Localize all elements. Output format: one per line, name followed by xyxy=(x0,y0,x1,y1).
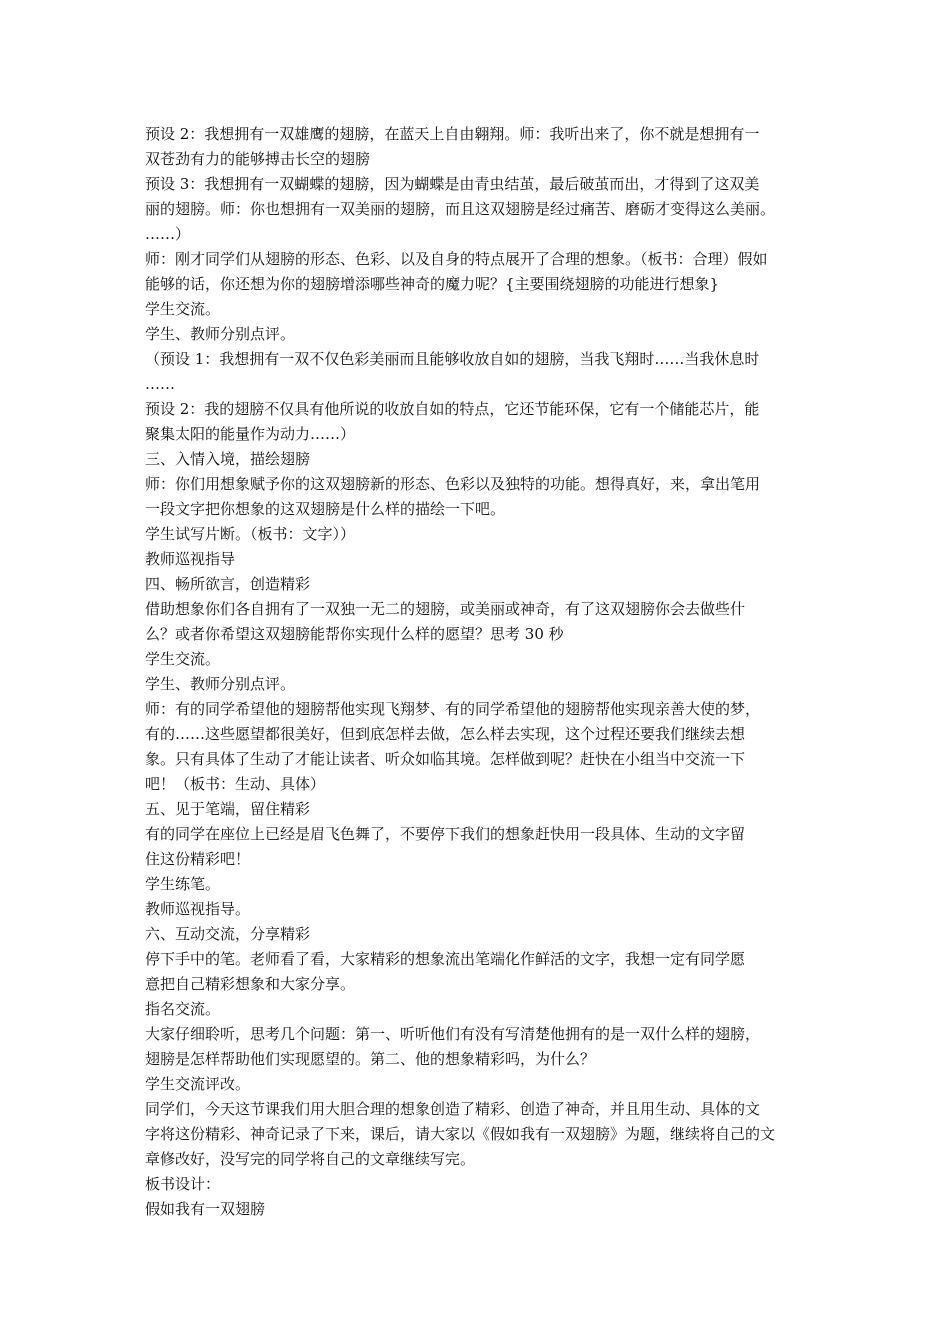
text-line: 能够的话，你还想为你的翅膀增添哪些神奇的魔力呢？{主要围绕翅膀的功能进行想象} xyxy=(145,275,720,293)
text-line: 学生交流评改。 xyxy=(145,1075,251,1093)
document-body xyxy=(145,122,813,1222)
text-line: 同学们，今天这节课我们用大胆合理的想象创造了精彩、创造了神奇，并且用生动、具体的文 xyxy=(145,1100,761,1118)
text-line: 学生交流。 xyxy=(145,300,221,318)
text-line: 学生练笔。 xyxy=(145,875,221,893)
text-line: 假如我有一双翅膀 xyxy=(145,1200,266,1218)
text-line: 师：有的同学希望他的翅膀帮他实现飞翔梦、有的同学希望他的翅膀帮他实现亲善大使的梦， xyxy=(145,700,761,718)
text-line: 学生、教师分别点评。 xyxy=(145,675,296,693)
text-line: 板书设计： xyxy=(145,1175,221,1193)
text-line: 学生试写片断。（板书：文字）） xyxy=(145,525,356,543)
text-line: 停下手中的笔。老师看了看，大家精彩的想象流出笔端化作鲜活的文字，我想一定有同学愿 xyxy=(145,950,746,968)
text-line: （预设 1：我想拥有一双不仅色彩美丽而且能够收放自如的翅膀，当我飞翔时……当我休息时 xyxy=(145,350,760,368)
text-line: 预设 2：我想拥有一双雄鹰的翅膀，在蓝天上自由翱翔。师：我听出来了，你不就是想拥有一 xyxy=(145,125,760,143)
text-line: 四、畅所欲言，创造精彩 xyxy=(145,575,311,593)
text-line: 预设 2：我的翅膀不仅具有他所说的收放自如的特点，它还节能环保，它有一个储能芯片，能 xyxy=(145,400,760,418)
text-line: 大家仔细聆听，思考几个问题：第一、听听他们有没有写清楚他拥有的是一双什么样的翅膀， xyxy=(145,1025,761,1043)
text-line: 五、见于笔端，留住精彩 xyxy=(145,800,311,818)
text-line: 住这份精彩吧！ xyxy=(145,850,251,868)
text-line: 三、入情入境，描绘翅膀 xyxy=(145,450,311,468)
text-line: 字将这份精彩、神奇记录了下来，课后，请大家以《假如我有一双翅膀》为题，继续将自己的文 xyxy=(145,1125,776,1143)
text-line: 吧！（板书：生动、具体） xyxy=(145,775,326,793)
text-line: 教师巡视指导。 xyxy=(145,900,251,918)
text-line: 翅膀是怎样帮助他们实现愿望的。第二、他的想象精彩吗，为什么？ xyxy=(145,1050,596,1068)
text-line: 教师巡视指导 xyxy=(145,550,236,568)
text-line: 预设 3：我想拥有一双蝴蝶的翅膀，因为蝴蝶是由青虫结茧，最后破茧而出，才得到了这双美 xyxy=(145,175,760,193)
text-line: 一段文字把你想象的这双翅膀是什么样的描绘一下吧。 xyxy=(145,500,506,518)
text-line: …… xyxy=(145,375,175,393)
text-line: 学生交流。 xyxy=(145,650,221,668)
text-line: 双苍劲有力的能够搏击长空的翅膀 xyxy=(145,150,371,168)
text-line: 么？或者你希望这双翅膀能帮你实现什么样的愿望？思考 30 秒 xyxy=(145,625,564,643)
text-line: 师：刚才同学们从翅膀的形态、色彩、以及自身的特点展开了合理的想象。（板书：合理）假如 xyxy=(145,250,768,268)
text-line: 借助想象你们各自拥有了一双独一无二的翅膀，或美丽或神奇，有了这双翅膀你会去做些什 xyxy=(145,600,746,618)
text-line: 意把自己精彩想象和大家分享。 xyxy=(145,975,356,993)
text-line: 六、互动交流，分享精彩 xyxy=(145,925,311,943)
text-line: 有的同学在座位上已经是眉飞色舞了，不要停下我们的想象赶快用一段具体、生动的文字留 xyxy=(145,825,746,843)
text-line: 有的……这些愿望都很美好，但到底怎样去做，怎么样去实现，这个过程还要我们继续去想 xyxy=(145,725,746,743)
text-line: 章修改好，没写完的同学将自己的文章继续写完。 xyxy=(145,1150,476,1168)
text-line: ……） xyxy=(145,225,191,243)
text-line: 丽的翅膀。师：你也想拥有一双美丽的翅膀，而且这双翅膀是经过痛苦、磨砺才变得这么美丽。 xyxy=(145,200,776,218)
text-line: 聚集太阳的能量作为动力……） xyxy=(145,425,356,443)
text-line: 象。只有具体了生动了才能让读者、听众如临其境。怎样做到呢？赶快在小组当中交流一下 xyxy=(145,750,746,768)
text-line: 学生、教师分别点评。 xyxy=(145,325,296,343)
text-line: 指名交流。 xyxy=(145,1000,221,1018)
text-line: 师：你们用想象赋予你的这双翅膀新的形态、色彩以及独特的功能。想得真好，来，拿出笔用 xyxy=(145,475,761,493)
